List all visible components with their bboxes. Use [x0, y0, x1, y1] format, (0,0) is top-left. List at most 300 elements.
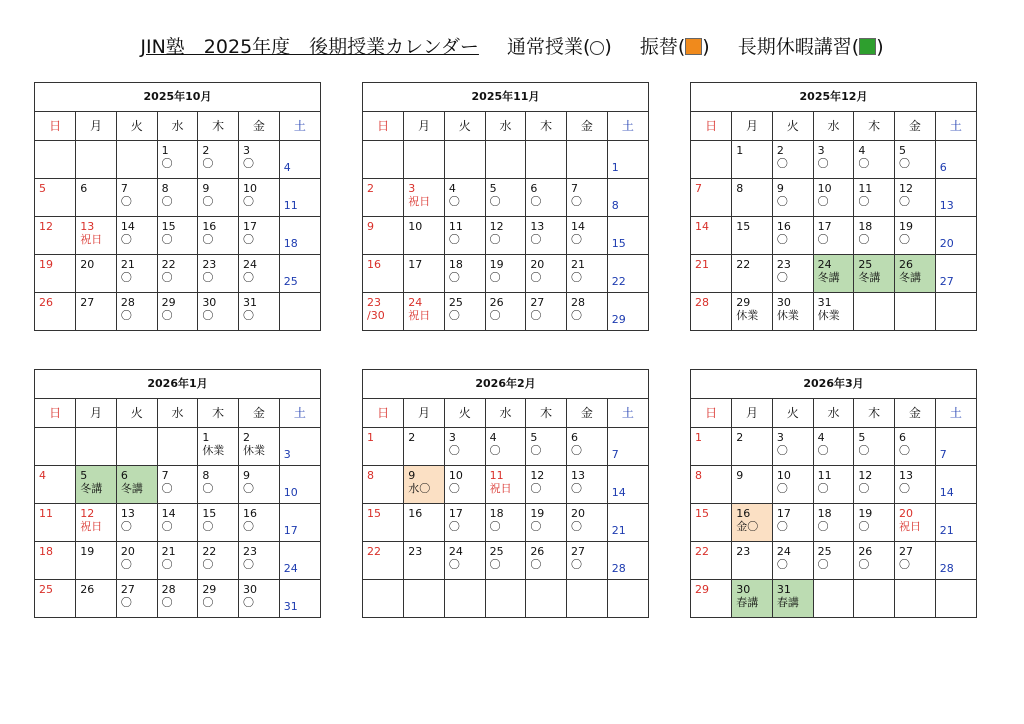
- day-cell: [239, 140, 280, 178]
- day-number: 8: [161, 181, 169, 195]
- day-cell: [813, 178, 854, 216]
- day-mark: 〇: [530, 557, 542, 571]
- empty-cell: [444, 140, 485, 178]
- day-number: 31: [776, 582, 791, 596]
- day-cell: [526, 427, 567, 465]
- day-mark: 〇: [161, 232, 173, 246]
- day-cell: [732, 178, 773, 216]
- day-number: 14: [161, 506, 176, 520]
- day-cell: [526, 503, 567, 541]
- day-cell: [935, 140, 976, 178]
- day-cell: [198, 427, 239, 465]
- day-number: 8: [736, 181, 744, 195]
- weekday-header: 日: [35, 112, 76, 140]
- day-mark: 〇: [571, 232, 583, 246]
- day-mark: 〇: [899, 232, 911, 246]
- day-number: 3: [817, 143, 825, 157]
- day-mark: 〇: [161, 557, 173, 571]
- empty-cell: [485, 579, 526, 617]
- day-number: 3: [243, 143, 251, 157]
- day-mark: 〇: [448, 308, 460, 322]
- day-cell: [404, 216, 445, 254]
- day-mark: 〇: [776, 519, 788, 533]
- day-number: 24: [408, 295, 423, 309]
- day-cell: [854, 503, 895, 541]
- day-cell: [607, 140, 648, 178]
- empty-cell: [279, 292, 320, 330]
- day-cell: [772, 503, 813, 541]
- empty-cell: [116, 427, 157, 465]
- day-cell: [157, 140, 198, 178]
- day-number: 6: [530, 181, 538, 195]
- day-mark: 〇: [448, 443, 460, 457]
- day-cell: [935, 427, 976, 465]
- day-cell: [813, 541, 854, 579]
- weekday-header: 土: [607, 399, 648, 427]
- day-cell: [813, 216, 854, 254]
- day-mark: 〇: [120, 232, 132, 246]
- day-cell: [732, 427, 773, 465]
- day-mark: 休業: [202, 443, 225, 457]
- day-mark: 〇: [243, 519, 255, 533]
- day-number: 23: [202, 257, 217, 271]
- day-cell: [239, 178, 280, 216]
- day-cell: [935, 541, 976, 579]
- day-number: 1: [695, 430, 702, 444]
- day-number: 21: [571, 257, 586, 271]
- day-cell: [895, 541, 936, 579]
- day-mark: 〇: [448, 557, 460, 571]
- empty-cell: [444, 579, 485, 617]
- day-number: 16: [243, 506, 258, 520]
- day-number: 14: [939, 485, 954, 499]
- day-number: 25: [39, 582, 53, 596]
- day-mark: 〇: [202, 557, 214, 571]
- day-mark: 冬講: [899, 270, 922, 284]
- day-number: 20: [120, 544, 135, 558]
- day-cell: [198, 579, 239, 617]
- day-cell: [404, 292, 445, 330]
- day-number: 10: [448, 468, 463, 482]
- day-number: 3: [283, 447, 291, 461]
- day-cell: [157, 216, 198, 254]
- day-number: 12: [530, 468, 545, 482]
- day-number: 12: [858, 468, 873, 482]
- day-cell: [691, 427, 732, 465]
- day-cell: [363, 541, 404, 579]
- day-mark: 〇: [571, 519, 583, 533]
- day-mark: 冬講: [817, 270, 840, 284]
- day-mark: 〇: [858, 557, 870, 571]
- day-cell: [198, 465, 239, 503]
- day-mark: 〇: [776, 270, 788, 284]
- day-cell: [607, 427, 648, 465]
- day-cell: [895, 465, 936, 503]
- day-number: 19: [530, 506, 545, 520]
- day-mark: 〇: [161, 194, 173, 208]
- day-number: 26: [530, 544, 545, 558]
- legend-regular: [507, 36, 612, 58]
- day-number: 28: [611, 561, 626, 575]
- weekday-header: 土: [607, 112, 648, 140]
- day-cell: [239, 503, 280, 541]
- day-number: 22: [695, 544, 709, 558]
- day-mark: 〇: [120, 557, 132, 571]
- page-header: [0, 32, 1024, 59]
- empty-cell: [363, 579, 404, 617]
- day-number: 29: [611, 313, 626, 326]
- empty-cell: [35, 140, 76, 178]
- day-cell: [813, 465, 854, 503]
- day-cell: [813, 254, 854, 292]
- day-cell: [813, 503, 854, 541]
- day-mark: 〇: [530, 308, 542, 322]
- day-mark: 〇: [776, 481, 788, 495]
- day-number: 20: [899, 506, 914, 520]
- day-number: 18: [39, 544, 53, 558]
- weekday-header: 月: [404, 112, 445, 140]
- day-number: 14: [611, 485, 626, 499]
- day-mark: 〇: [530, 519, 542, 533]
- day-number: 18: [283, 236, 298, 250]
- day-cell: [567, 541, 608, 579]
- day-number: 5: [489, 181, 497, 195]
- day-number: 2: [736, 430, 744, 444]
- empty-cell: [363, 140, 404, 178]
- day-cell: [567, 465, 608, 503]
- day-number: 9: [736, 468, 744, 482]
- page-title: JIN塾 2025年度 後期授業カレンダー: [140, 36, 479, 58]
- weekday-header: 土: [279, 399, 320, 427]
- day-number: 1: [736, 143, 744, 157]
- weekday-header: 木: [854, 399, 895, 427]
- day-cell: [526, 541, 567, 579]
- day-number: 4: [448, 181, 456, 195]
- day-mark: 〇: [489, 232, 501, 246]
- day-cell: [732, 503, 773, 541]
- empty-cell: [35, 427, 76, 465]
- day-cell: [935, 503, 976, 541]
- day-mark: 〇: [243, 481, 255, 495]
- day-cell: [116, 254, 157, 292]
- day-cell: [76, 178, 117, 216]
- day-mark: 〇: [776, 557, 788, 571]
- day-mark: 春講: [736, 595, 759, 609]
- day-mark: 〇: [161, 156, 173, 170]
- day-cell: [279, 254, 320, 292]
- day-number: 2: [367, 181, 374, 195]
- day-cell: [444, 292, 485, 330]
- day-cell: [485, 216, 526, 254]
- day-mark: 祝日: [408, 194, 431, 208]
- day-cell: [732, 579, 773, 617]
- day-cell: [363, 503, 404, 541]
- day-number: 19: [489, 257, 504, 271]
- day-cell: [485, 292, 526, 330]
- day-mark: 〇: [489, 194, 501, 208]
- day-mark: 〇: [899, 443, 911, 457]
- weekday-header: 金: [567, 399, 608, 427]
- day-cell: [239, 254, 280, 292]
- day-cell: [485, 541, 526, 579]
- day-number: 4: [283, 160, 291, 174]
- day-mark: 〇: [489, 270, 501, 284]
- day-cell: [198, 216, 239, 254]
- day-mark: 〇: [120, 194, 132, 208]
- weekday-header: 土: [935, 112, 976, 140]
- empty-cell: [567, 140, 608, 178]
- day-cell: [732, 140, 773, 178]
- day-number: 11: [489, 468, 504, 482]
- weekday-header: 木: [198, 399, 239, 427]
- day-mark: 〇: [161, 270, 173, 284]
- day-number: 16: [736, 506, 751, 520]
- empty-cell: [157, 427, 198, 465]
- day-number: 6: [899, 430, 907, 444]
- day-number: 17: [408, 257, 423, 271]
- empty-cell: [404, 140, 445, 178]
- day-number: 29: [695, 582, 709, 596]
- day-cell: [279, 579, 320, 617]
- day-cell: [239, 292, 280, 330]
- day-cell: [198, 503, 239, 541]
- day-cell: [567, 292, 608, 330]
- day-cell: [279, 541, 320, 579]
- day-cell: [732, 254, 773, 292]
- day-number: 26: [899, 257, 914, 271]
- day-cell: [35, 465, 76, 503]
- day-mark: 〇: [489, 557, 501, 571]
- day-number: 18: [858, 219, 873, 233]
- day-cell: [485, 178, 526, 216]
- day-cell: [363, 216, 404, 254]
- weekday-header: 木: [526, 399, 567, 427]
- legend-substitute-label: 振替(: [639, 36, 686, 58]
- day-cell: [772, 140, 813, 178]
- day-cell: [567, 178, 608, 216]
- day-number: 9: [202, 181, 210, 195]
- day-cell: [444, 427, 485, 465]
- day-number: 23: [736, 544, 751, 558]
- day-mark: 休業: [243, 443, 266, 457]
- month-title: 2025年12月: [691, 83, 976, 112]
- day-number: 13: [899, 468, 914, 482]
- day-number: 10: [776, 468, 791, 482]
- day-number: 3: [448, 430, 456, 444]
- day-number: 13: [571, 468, 586, 482]
- day-cell: [895, 140, 936, 178]
- day-number: 22: [736, 257, 751, 271]
- empty-cell: [116, 140, 157, 178]
- empty-cell: [895, 579, 936, 617]
- day-number: 31: [283, 600, 298, 613]
- day-number: 8: [695, 468, 702, 482]
- day-cell: [895, 503, 936, 541]
- day-number: 5: [899, 143, 907, 157]
- day-cell: [691, 503, 732, 541]
- day-number: 22: [367, 544, 381, 558]
- day-cell: [198, 541, 239, 579]
- day-cell: [239, 465, 280, 503]
- day-cell: [363, 292, 404, 330]
- weekday-header: 金: [239, 399, 280, 427]
- day-cell: [854, 216, 895, 254]
- day-mark: 休業: [736, 308, 759, 322]
- day-mark: 〇: [489, 308, 501, 322]
- day-cell: [239, 216, 280, 254]
- day-number: 2: [408, 430, 416, 444]
- day-number: 28: [939, 561, 954, 575]
- day-mark: 〇: [448, 519, 460, 533]
- day-number: 14: [120, 219, 135, 233]
- day-cell: [198, 178, 239, 216]
- empty-cell: [526, 140, 567, 178]
- day-cell: [116, 541, 157, 579]
- day-number: 20: [571, 506, 586, 520]
- month-title: 2025年10月: [35, 83, 320, 112]
- weekday-header: 火: [116, 112, 157, 140]
- day-mark: 水〇: [408, 481, 431, 495]
- day-cell: [854, 140, 895, 178]
- empty-cell: [854, 579, 895, 617]
- day-number: 7: [571, 181, 579, 195]
- weekday-header: 水: [157, 112, 198, 140]
- day-cell: [526, 292, 567, 330]
- day-number: 31: [243, 295, 258, 309]
- empty-cell: [567, 579, 608, 617]
- day-number: 15: [161, 219, 176, 233]
- month-calendar: [362, 82, 649, 331]
- weekday-header: 水: [485, 399, 526, 427]
- day-number: 25: [489, 544, 504, 558]
- day-number: 26: [489, 295, 504, 309]
- day-mark: 休業: [776, 308, 799, 322]
- day-mark: 祝日: [899, 519, 922, 533]
- day-cell: [116, 503, 157, 541]
- day-number: 1: [611, 160, 619, 174]
- legend-long-break-close: ): [876, 36, 884, 58]
- day-number: 17: [243, 219, 258, 233]
- day-number: 7: [939, 447, 947, 461]
- day-number: 24: [776, 544, 791, 558]
- day-number: 4: [39, 468, 46, 482]
- day-number: 30: [202, 295, 217, 309]
- day-mark: 〇: [571, 481, 583, 495]
- day-number: 23: [367, 295, 381, 309]
- legend-substitute-close: ): [702, 36, 710, 58]
- day-cell: [935, 465, 976, 503]
- day-mark: 祝日: [408, 308, 431, 322]
- day-number: 21: [161, 544, 176, 558]
- day-mark: 〇: [243, 156, 255, 170]
- month-title: 2026年3月: [691, 370, 976, 399]
- day-cell: [35, 178, 76, 216]
- day-number: 2: [776, 143, 784, 157]
- day-mark: 〇: [243, 270, 255, 284]
- day-cell: [157, 541, 198, 579]
- day-number: 24: [283, 561, 298, 575]
- day-mark: 〇: [899, 156, 911, 170]
- day-number: 7: [120, 181, 128, 195]
- day-mark: 〇: [899, 194, 911, 208]
- weekday-header: 木: [198, 112, 239, 140]
- day-mark: 金〇: [736, 519, 759, 533]
- day-number: 9: [776, 181, 784, 195]
- day-number: 30: [736, 582, 751, 596]
- day-cell: [567, 503, 608, 541]
- day-mark: 〇: [448, 481, 460, 495]
- day-number: 20: [939, 236, 954, 250]
- day-cell: [198, 140, 239, 178]
- day-number: 17: [817, 219, 832, 233]
- orange-square-icon: [685, 38, 702, 55]
- day-mark: 祝日: [80, 519, 103, 533]
- day-cell: [485, 465, 526, 503]
- day-number: 15: [736, 219, 751, 233]
- day-mark: 〇: [161, 595, 173, 609]
- day-cell: [198, 254, 239, 292]
- day-number: 29: [202, 582, 217, 596]
- day-cell: [76, 541, 117, 579]
- day-cell: [485, 503, 526, 541]
- day-number: 16: [367, 257, 381, 271]
- weekday-header: 日: [363, 112, 404, 140]
- day-number: 22: [611, 274, 626, 288]
- day-cell: [157, 465, 198, 503]
- day-cell: [76, 579, 117, 617]
- day-cell: [35, 579, 76, 617]
- day-cell: [444, 216, 485, 254]
- day-cell: [116, 216, 157, 254]
- day-number: 21: [695, 257, 709, 271]
- day-number: 11: [39, 506, 53, 520]
- day-mark: 〇: [161, 519, 173, 533]
- day-cell: [772, 579, 813, 617]
- day-cell: [404, 541, 445, 579]
- day-mark: 冬講: [80, 481, 103, 495]
- month-title: 2025年11月: [363, 83, 648, 112]
- day-cell: [363, 178, 404, 216]
- empty-cell: [935, 579, 976, 617]
- day-number: 15: [202, 506, 217, 520]
- day-mark: 〇: [202, 519, 214, 533]
- day-number: 23: [243, 544, 258, 558]
- day-mark: 〇: [858, 519, 870, 533]
- weekday-header: 金: [239, 112, 280, 140]
- weekday-header: 日: [691, 112, 732, 140]
- day-number: 17: [448, 506, 463, 520]
- day-mark: 〇: [243, 595, 255, 609]
- day-cell: [607, 292, 648, 330]
- day-number: 28: [161, 582, 176, 596]
- weekday-header: 日: [363, 399, 404, 427]
- day-number: 3: [408, 181, 416, 195]
- day-mark: 〇: [120, 270, 132, 284]
- day-number: 4: [858, 143, 866, 157]
- empty-cell: [404, 579, 445, 617]
- day-mark: 〇: [858, 156, 870, 170]
- day-cell: [607, 503, 648, 541]
- day-cell: [772, 216, 813, 254]
- day-number: 10: [408, 219, 423, 233]
- day-number: 22: [202, 544, 217, 558]
- day-cell: [691, 178, 732, 216]
- weekday-header: 火: [772, 112, 813, 140]
- month-title: 2026年1月: [35, 370, 320, 399]
- day-cell: [895, 427, 936, 465]
- day-mark: 〇: [858, 481, 870, 495]
- day-number: 31: [817, 295, 832, 309]
